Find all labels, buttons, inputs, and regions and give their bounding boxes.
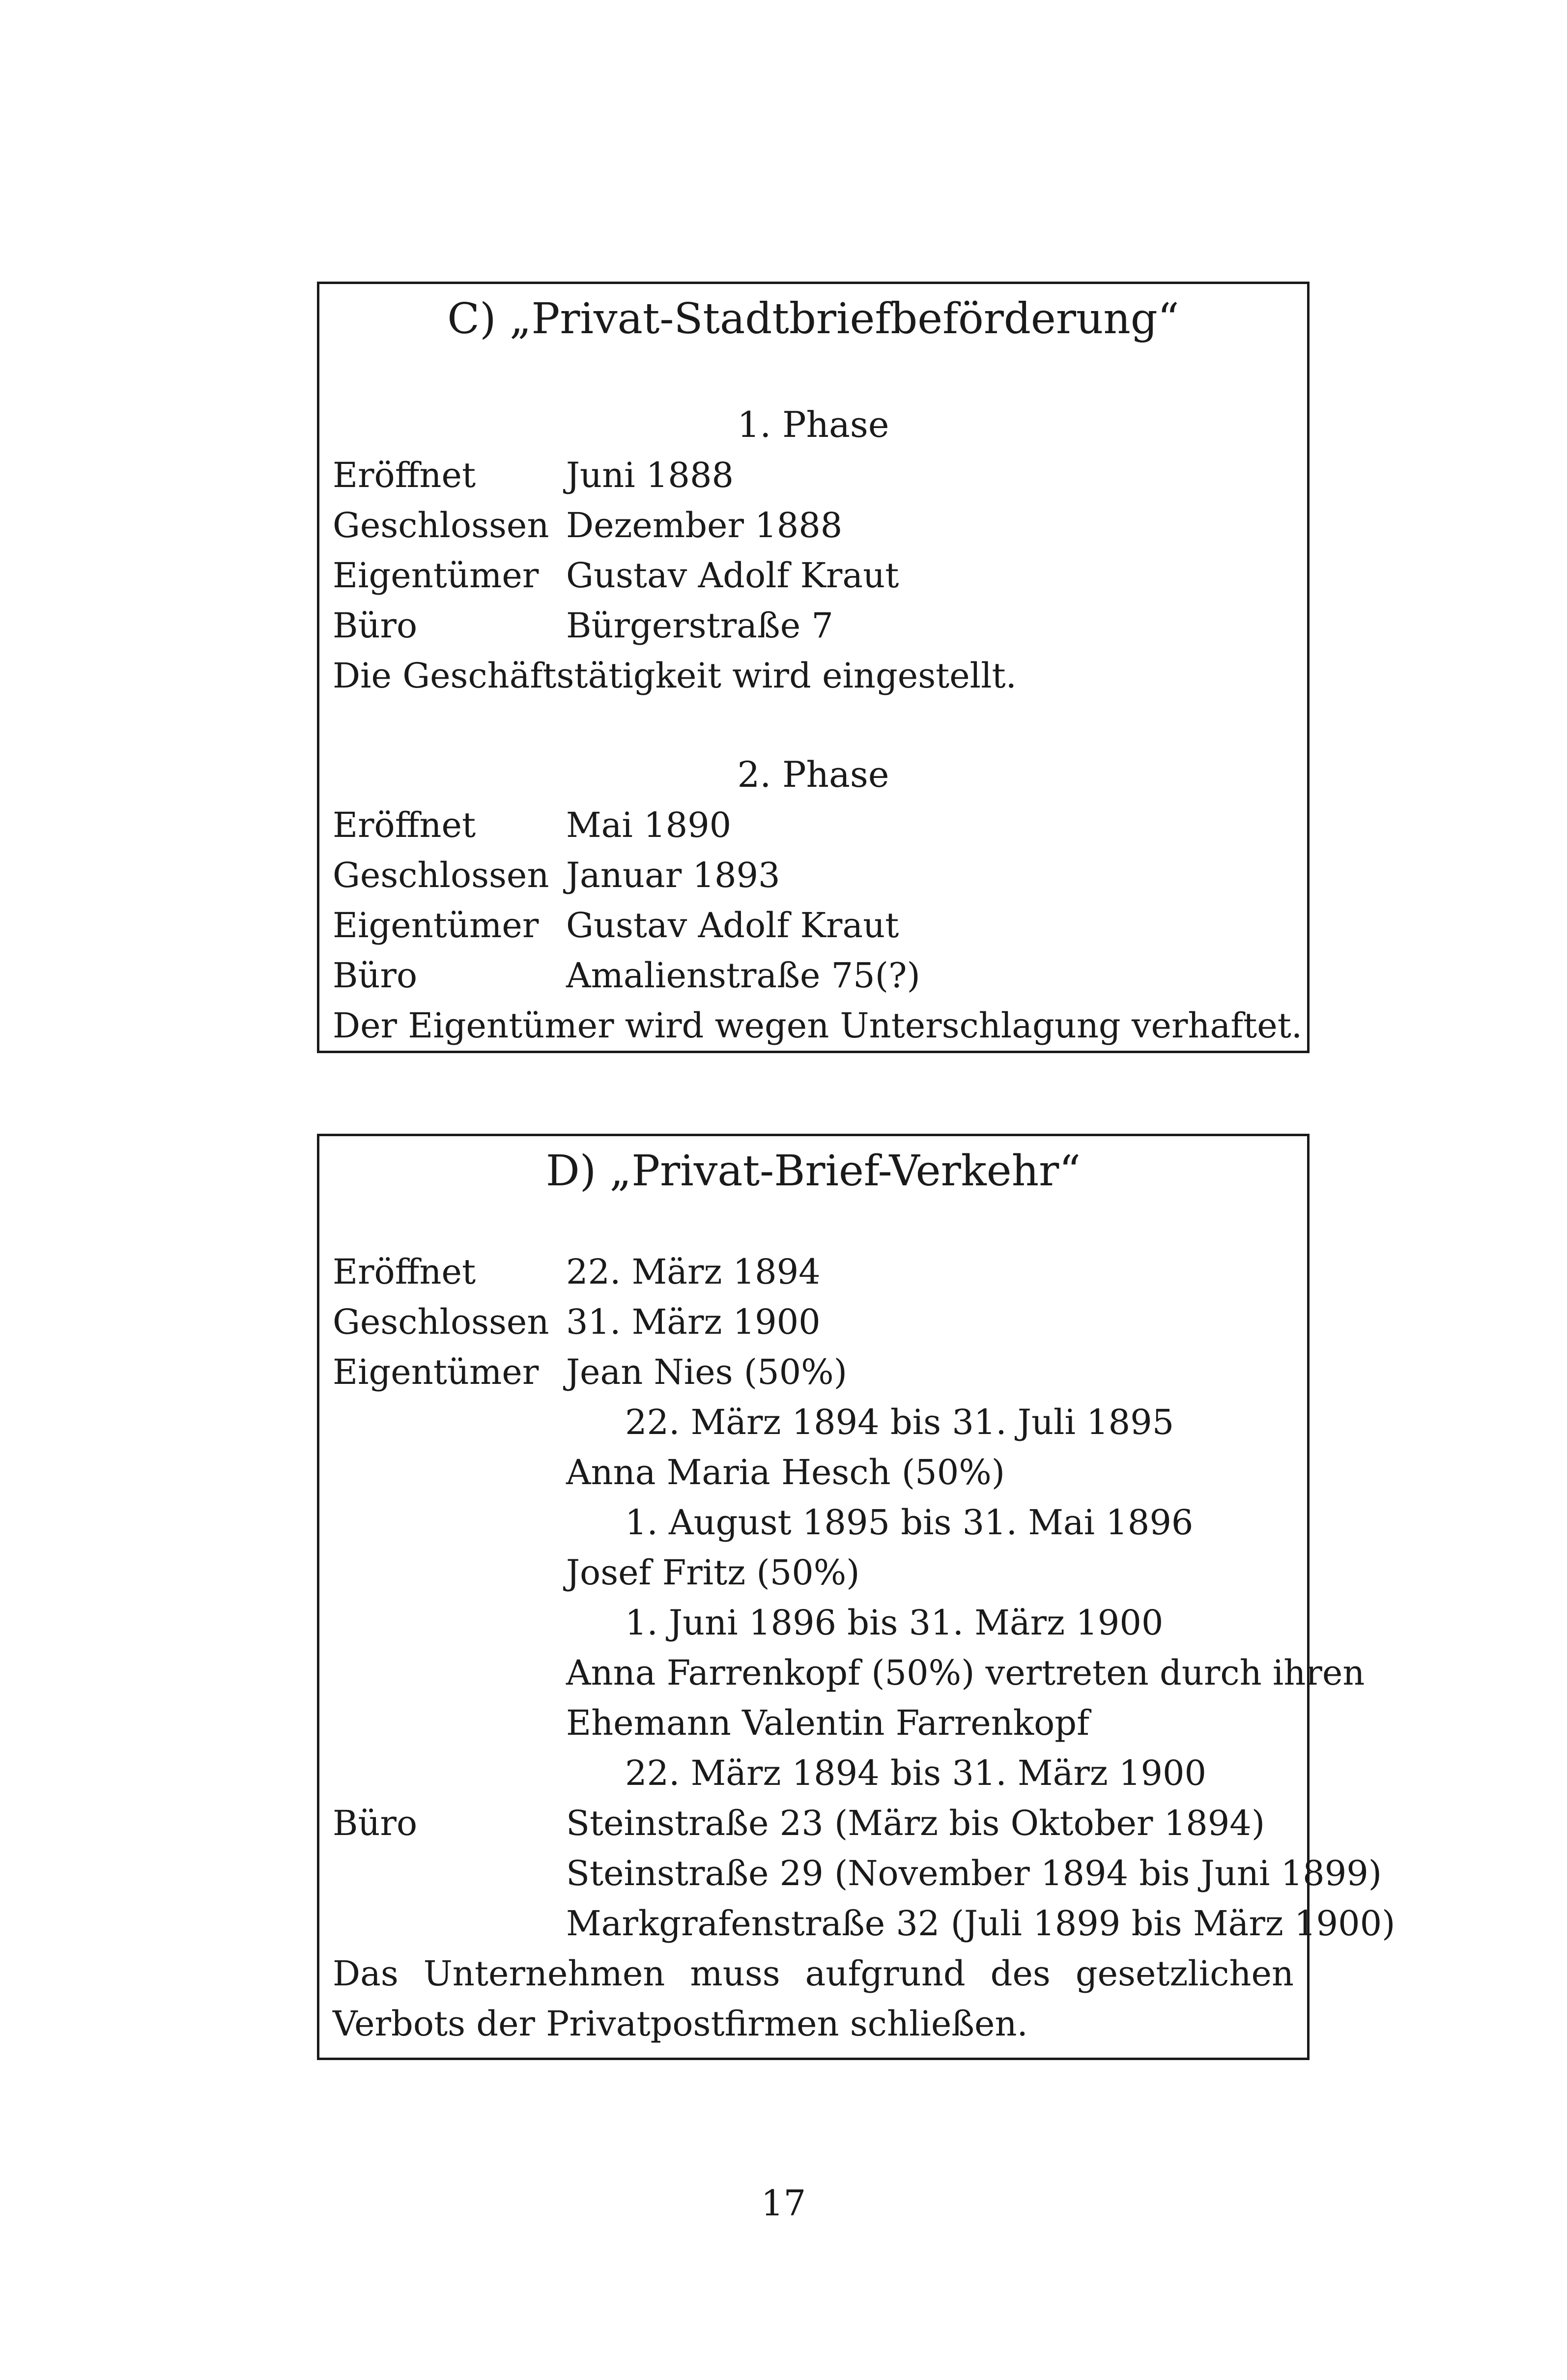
row-value: 22. März 1894 [566, 1252, 821, 1292]
phase-1-heading: 1. Phase [737, 404, 889, 445]
row-value: Januar 1893 [566, 855, 780, 895]
phase-2-heading: 2. Phase [737, 754, 889, 795]
row-key: Eröffnet [333, 805, 476, 845]
row-value: 22. März 1894 bis 31. März 1900 [625, 1753, 1207, 1793]
row-value: Anna Maria Hesch (50%) [566, 1452, 1005, 1492]
row-value: Juni 1888 [566, 455, 734, 495]
row-value: 31. März 1900 [566, 1302, 821, 1342]
row-value: Mai 1890 [566, 805, 732, 845]
row-key: Büro [333, 605, 418, 646]
row-key: Eigentümer [333, 905, 539, 946]
row-key: Büro [333, 1803, 418, 1843]
row-key: Eröffnet [333, 455, 476, 495]
section-d-title: D) „Privat-Brief-Verkehr“ [545, 1147, 1081, 1196]
phase-2-note: Der Eigentümer wird wegen Unterschlagung verhaftet. [333, 1005, 1303, 1046]
section-c-title: C) „Privat-Stadtbriefbeförderung“ [447, 294, 1179, 344]
section-c-box [317, 282, 1310, 1053]
page-number: 17 [761, 2182, 806, 2224]
row-key: Eigentümer [333, 555, 539, 596]
row-key: Geschlossen [333, 1302, 549, 1342]
row-key: Eröffnet [333, 1252, 476, 1292]
row-key: Eigentümer [333, 1352, 539, 1392]
row-value: Josef Fritz (50%) [566, 1552, 860, 1593]
row-value: Markgrafenstraße 32 (Juli 1899 bis März 1900) [566, 1903, 1396, 1944]
row-value: Amalienstraße 75(?) [566, 955, 920, 996]
row-value: Bürgerstraße 7 [566, 605, 833, 646]
row-value: Gustav Adolf Kraut [566, 905, 899, 946]
row-value: Dezember 1888 [566, 505, 843, 545]
row-value: Steinstraße 29 (November 1894 bis Juni 1899) [566, 1853, 1382, 1893]
section-d-note: Das Unternehmen muss aufgrund des gesetzlichen Verbots der Privatpostfirmen schließen. [333, 1953, 1294, 2044]
row-key: Geschlossen [333, 855, 549, 895]
row-value: 1. August 1895 bis 31. Mai 1896 [625, 1502, 1194, 1543]
row-key: Geschlossen [333, 505, 549, 545]
section-d-box [317, 1134, 1396, 2060]
row-value: Jean Nies (50%) [566, 1352, 847, 1392]
row-value: 1. Juni 1896 bis 31. März 1900 [625, 1603, 1164, 1643]
row-key: Büro [333, 955, 418, 996]
row-value: Anna Farrenkopf (50%) vertreten durch ihren [566, 1653, 1365, 1693]
row-value: Steinstraße 23 (März bis Oktober 1894) [566, 1803, 1265, 1843]
row-value: Ehemann Valentin Farrenkopf [566, 1703, 1090, 1743]
row-value: 22. März 1894 bis 31. Juli 1895 [625, 1402, 1174, 1442]
row-value: Gustav Adolf Kraut [566, 555, 899, 596]
phase-1-note: Die Geschäftstätigkeit wird eingestellt. [333, 656, 1017, 696]
